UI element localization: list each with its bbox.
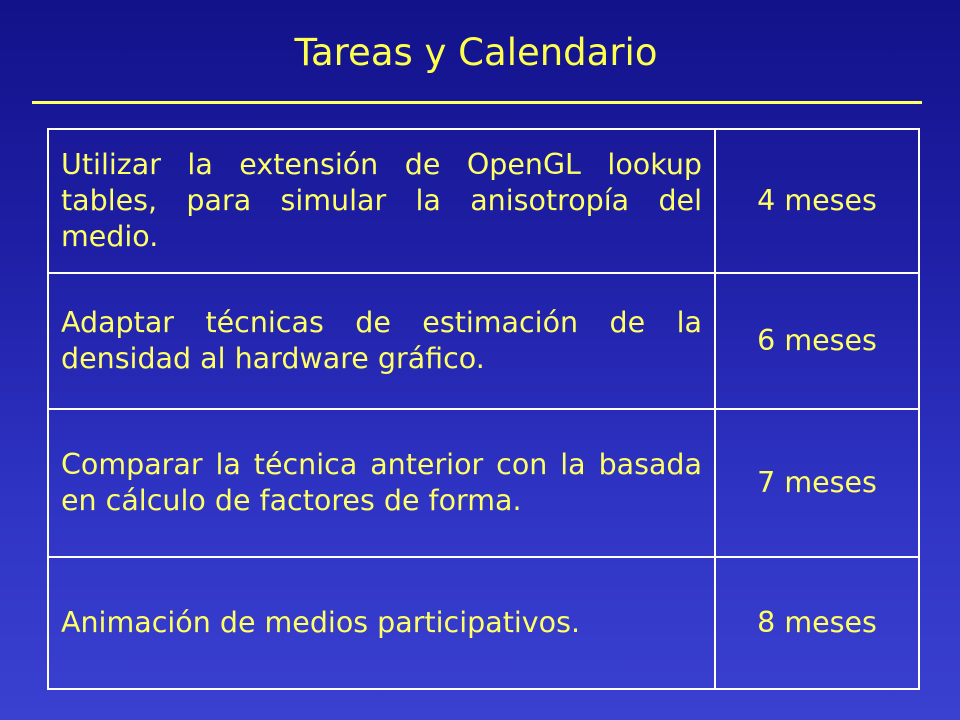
task-cell: Animación de medios participativos. <box>48 557 715 689</box>
table-row <box>48 273 919 409</box>
slide-title: Tareas y Calendario <box>294 31 658 74</box>
duration-cell: 7 meses <box>715 409 919 557</box>
duration-cell: 4 meses <box>715 129 919 273</box>
table-row <box>48 557 919 689</box>
duration-cell: 8 meses <box>715 557 919 689</box>
duration-cell: 6 meses <box>715 273 919 409</box>
title-underline <box>32 101 922 104</box>
task-cell: Comparar la técnica anterior con la basada en cálculo de factores de forma. <box>48 409 715 557</box>
task-cell: Utilizar la extensión de OpenGL lookup tables, para simular la anisotropía del medio. <box>48 129 715 273</box>
schedule-table <box>47 128 920 690</box>
table-row <box>48 409 919 557</box>
table-row <box>48 129 919 273</box>
task-cell: Adaptar técnicas de estimación de la densidad al hardware gráfico. <box>48 273 715 409</box>
